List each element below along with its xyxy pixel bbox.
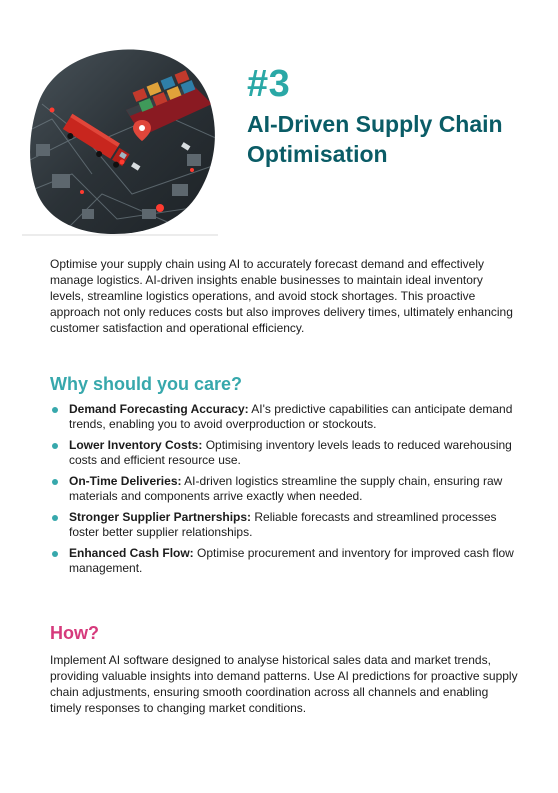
intro-paragraph: Optimise your supply chain using AI to accurately forecast demand and effectively manage logistics. AI-driven insights enable businesses to maintain ideal inventory levels, streamline logistics operations, and avoid stock shortages. This proactive approach not only reduces costs but also improves delivery times, ultimately enhancing customer satisfaction and operational efficiency. — [50, 257, 513, 335]
bullet-icon — [52, 479, 58, 485]
bullet-icon — [52, 443, 58, 449]
supply-chain-circuit-image — [22, 44, 218, 237]
benefit-title: Stronger Supplier Partnerships: — [69, 510, 252, 524]
section-number: #3 — [247, 63, 291, 105]
benefit-title: On-Time Deliveries: — [69, 474, 182, 488]
why-heading: Why should you care? — [50, 374, 243, 394]
benefits-list — [50, 402, 520, 582]
benefit-title: Lower Inventory Costs: — [69, 438, 203, 452]
list-item — [50, 510, 520, 539]
list-item — [50, 546, 520, 575]
page-title: AI-Driven Supply Chain Optimisation — [247, 111, 503, 167]
hero-illustration — [22, 44, 218, 237]
benefit-text: AI's predictive capabilities can anticipate demand trends, enabling you to avoid overproduction or stockouts. — [69, 402, 513, 431]
bullet-icon — [52, 407, 58, 413]
how-paragraph: Implement AI software designed to analyse historical sales data and market trends, providing valuable insights into demand patterns. Use AI predictions for proactive supply chain adjustments, ensuring smooth coordination across all channels and enabling timely responses to changing market conditions. — [50, 653, 518, 715]
how-heading: How? — [50, 623, 99, 643]
benefit-title: Demand Forecasting Accuracy: — [69, 402, 249, 416]
benefit-text: Optimising inventory levels leads to reduced warehousing costs and efficient resource use. — [69, 438, 512, 467]
bullet-icon — [52, 515, 58, 521]
benefit-title: Enhanced Cash Flow: — [69, 546, 194, 560]
bullet-icon — [52, 551, 58, 557]
benefit-text: Optimise procurement and inventory for improved cash flow management. — [69, 546, 514, 575]
benefit-text: Reliable forecasts and streamlined processes foster better supplier relationships. — [69, 510, 497, 539]
list-item — [50, 474, 520, 503]
benefit-text: AI-driven logistics streamline the supply chain, ensuring raw materials and components arrive exactly when needed. — [69, 474, 503, 503]
list-item — [50, 402, 520, 431]
list-item — [50, 438, 520, 467]
